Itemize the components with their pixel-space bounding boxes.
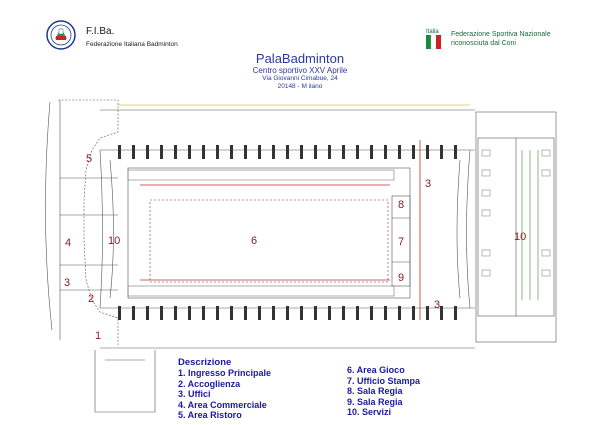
legend-left-column (178, 368, 271, 421)
legend-item: 8. Sala Regia (347, 386, 403, 396)
coni-text-line2: riconosciuta dal Coni (451, 40, 516, 47)
area-label-4: 4 (65, 237, 72, 249)
venue-subtitle: Centro sportivo XXV Aprile (252, 66, 348, 75)
area-label-3-right-top: 3 (425, 178, 432, 190)
legend-item: 3. Uffici (178, 389, 211, 399)
area-label-5: 5 (86, 153, 93, 165)
area-label-7: 7 (398, 236, 405, 248)
legend-item: 1. Ingresso Principale (178, 368, 272, 378)
venue-name: PalaBadminton (255, 51, 345, 66)
area-label-9: 9 (398, 272, 405, 284)
legend-right-column (347, 365, 420, 418)
area-label-6: 6 (251, 235, 258, 247)
fiba-full-name: Federazione Italiana Badminton (86, 41, 178, 48)
legend-item: 6. Area Gioco (347, 365, 405, 375)
area-label-1: 1 (95, 330, 102, 342)
legend-item: 2. Accoglienza (178, 378, 241, 389)
coni-text-line1: Federazione Sportiva Nazionale (451, 31, 551, 38)
venue-city: 20148 - M ilano (277, 83, 323, 90)
area-label-3-left: 3 (64, 277, 71, 289)
area-label-8: 8 (398, 199, 405, 211)
area-label-10-right: 10 (514, 231, 527, 243)
fiba-abbreviation: F.I.Ba. (86, 26, 115, 37)
legend-item: 10. Servizi (347, 407, 392, 417)
area-label-3-right-bottom: 3 (434, 299, 441, 311)
area-label-2: 2 (88, 293, 95, 305)
legend-item: 5. Area Ristoro (178, 410, 242, 420)
legend-item: 7. Ufficio Stampa (347, 375, 421, 386)
area-label-10-left: 10 (108, 235, 121, 247)
italia-logo-wordmark: Italia (426, 29, 439, 35)
venue-street: Via Giovanni Cimabue, 24 (262, 75, 338, 82)
legend-title: Descrizione (178, 357, 232, 368)
legend-item: 9. Sala Regia (347, 396, 403, 407)
legend-item: 4. Area Commerciale (178, 399, 267, 410)
